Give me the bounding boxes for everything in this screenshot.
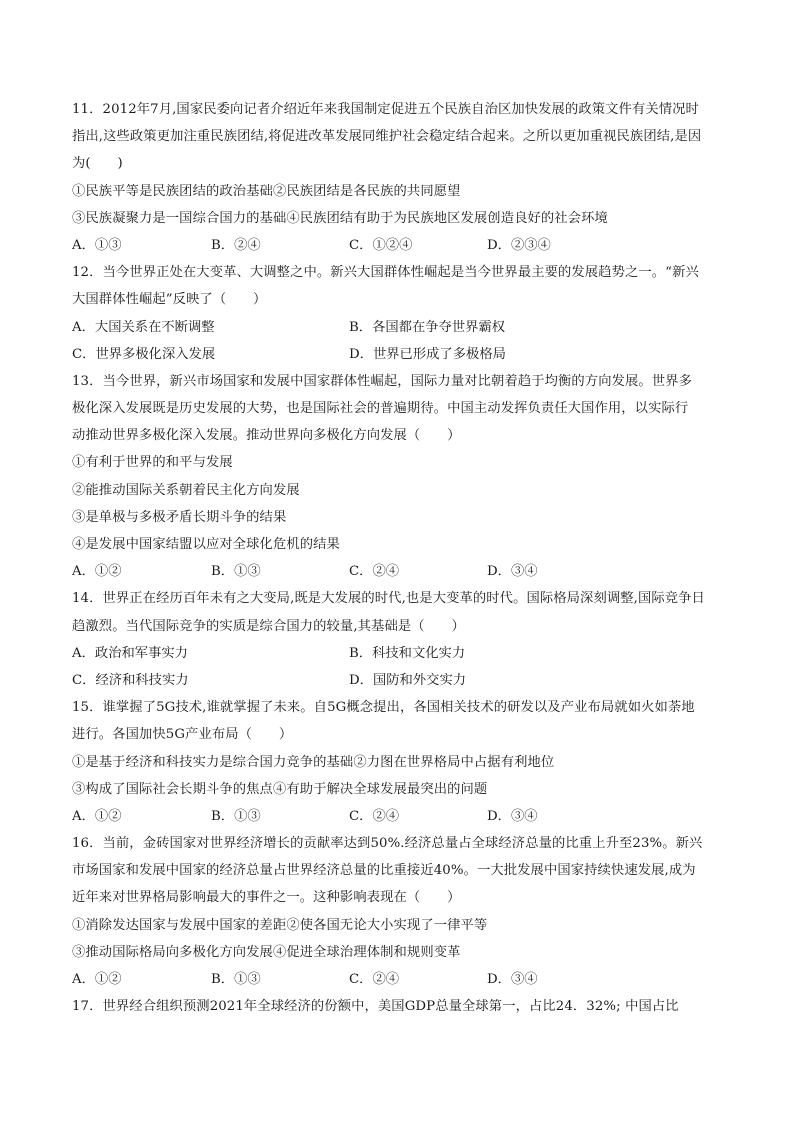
question-text-line: 趋激烈。当代国际竞争的实质是综合国力的较量,其基础是（ ）: [72, 618, 465, 634]
question-text-line: 动推动世界多极化深入发展。推动世界向多极化方向发展（ ）: [72, 428, 461, 444]
question-text-line: 大国群体性崛起”反映了（ ）: [72, 292, 267, 308]
question-15: [72, 694, 724, 830]
option-a: A．①②: [72, 972, 122, 987]
answer-options: [72, 640, 724, 667]
question-text-line: 进行。各国加快5G产业布局（ ）: [72, 727, 293, 743]
statement-line: ②能推动国际关系朝着民主化方向发展: [72, 482, 300, 498]
option-c: C．②④: [349, 972, 400, 987]
option-b: B．各国都在争夺世界霸权: [349, 319, 506, 335]
option-d: D．②③④: [487, 237, 551, 253]
option-b: B．①③: [211, 564, 261, 580]
question-11: [72, 96, 724, 259]
question-text-line: 13．当今世界，新兴市场国家和发展中国家群体性崛起，国际力量对比朝着趋于均衡的方向发展。世界多: [72, 373, 692, 389]
option-b: B．①③: [211, 808, 261, 824]
statement-line: ①是基于经济和科技实力是综合国力竞争的基础②力图在世界格局中占据有利地位: [72, 754, 555, 770]
option-b: B．①③: [211, 972, 261, 987]
option-b: B．②④: [211, 237, 261, 253]
answer-options: [72, 558, 724, 585]
statement-line: ①消除发达国家与发展中国家的差距②使各国无论大小实现了一律平等: [72, 917, 488, 933]
question-text-line: 14．世界正在经历百年未有之大变局,既是大发展的时代,也是大变革的时代。国际格局深刻调整,国际竞争日: [72, 591, 705, 607]
option-a: A．政治和军事实力: [72, 645, 188, 661]
question-text-line: 极化深入发展既是历史发展的大势，也是国际社会的普遍期待。中国主动发挥负责任大国作用，以实际行: [72, 401, 689, 417]
answer-options: [72, 314, 724, 341]
statement-line: ③是单极与多极矛盾长期斗争的结果: [72, 509, 287, 525]
question-text-line: 市场国家和发展中国家的经济总量占世界经济总量的比重接近40%。一大批发展中国家持续快速发展,成为: [72, 863, 696, 879]
option-a: A．①②: [72, 564, 122, 580]
option-c: C．经济和科技实力: [72, 672, 189, 688]
question-text-line: 近年来对世界格局影响最大的事件之一。这种影响表现在（ ）: [72, 890, 461, 906]
option-d: D．国防和外交实力: [349, 672, 467, 688]
option-c: C．②④: [349, 808, 400, 824]
question-12: [72, 259, 724, 368]
statement-line: ③推动国际格局向多极化方向发展④促进全球治理体制和规则变革: [72, 944, 461, 960]
question-14: [72, 585, 724, 694]
option-d: D．世界已形成了多极格局: [349, 346, 506, 362]
exam-page: [72, 96, 724, 1020]
option-d: D．③④: [487, 972, 538, 987]
option-a: A．大国关系在不断调整: [72, 319, 215, 335]
option-c: C．②④: [349, 564, 400, 580]
answer-options: [72, 232, 724, 259]
answer-options: [72, 667, 724, 694]
option-c: C．世界多极化深入发展: [72, 346, 216, 362]
option-a: A．①③: [72, 237, 122, 253]
question-text-line: 16．当前，金砖国家对世界经济增长的贡献率达到50%.经济总量占全球经济总量的比重上升至23%。新兴: [72, 836, 703, 852]
question-text-line: 11．2012年7月,国家民委向记者介绍近年来我国制定促进五个民族自治区加快发展的政策文件有关情况时: [72, 102, 699, 117]
option-d: D．③④: [487, 808, 538, 824]
question-text-line: 17．世界经合组织预测2021年全球经济的份额中，美国GDP总量全球第一，占比24．32%; 中国占比: [72, 999, 679, 1015]
answer-options: [72, 341, 724, 368]
question-17: [72, 993, 724, 1020]
statement-line: ①有利于世界的和平与发展: [72, 455, 233, 471]
question-text-line: 为( ): [72, 156, 123, 172]
question-16: [72, 830, 724, 993]
question-text-line: 12．当今世界正处在大变革、大调整之中。新兴大国群体性崛起是当今世界最主要的发展趋势之一。“新兴: [72, 265, 699, 281]
answer-options: [72, 803, 724, 830]
statement-line: ③构成了国际社会长期斗争的焦点④有助于解决全球发展最突出的问题: [72, 781, 488, 797]
option-a: A．①②: [72, 808, 122, 824]
option-b: B．科技和文化实力: [349, 645, 466, 661]
statement-line: ③民族凝聚力是一国综合国力的基础④民族团结有助于为民族地区发展创造良好的社会环境: [72, 210, 608, 226]
option-c: C．①②④: [349, 237, 413, 253]
question-text-line: 指出,这些政策更加注重民族团结,将促进改革发展同维护社会稳定结合起来。之所以更加重视民族团结,是因: [72, 129, 702, 145]
option-d: D．③④: [487, 564, 538, 580]
statement-line: ④是发展中国家结盟以应对全球化危机的结果: [72, 537, 340, 552]
answer-options: [72, 966, 724, 993]
question-13: [72, 368, 724, 586]
statement-line: ①民族平等是民族团结的政治基础②民族团结是各民族的共同愿望: [72, 183, 461, 199]
question-text-line: 15．谁掌握了5G技术,谁就掌握了未来。自5G概念提出，各国相关技术的研发以及产业布局就如火如荼地: [72, 700, 695, 716]
